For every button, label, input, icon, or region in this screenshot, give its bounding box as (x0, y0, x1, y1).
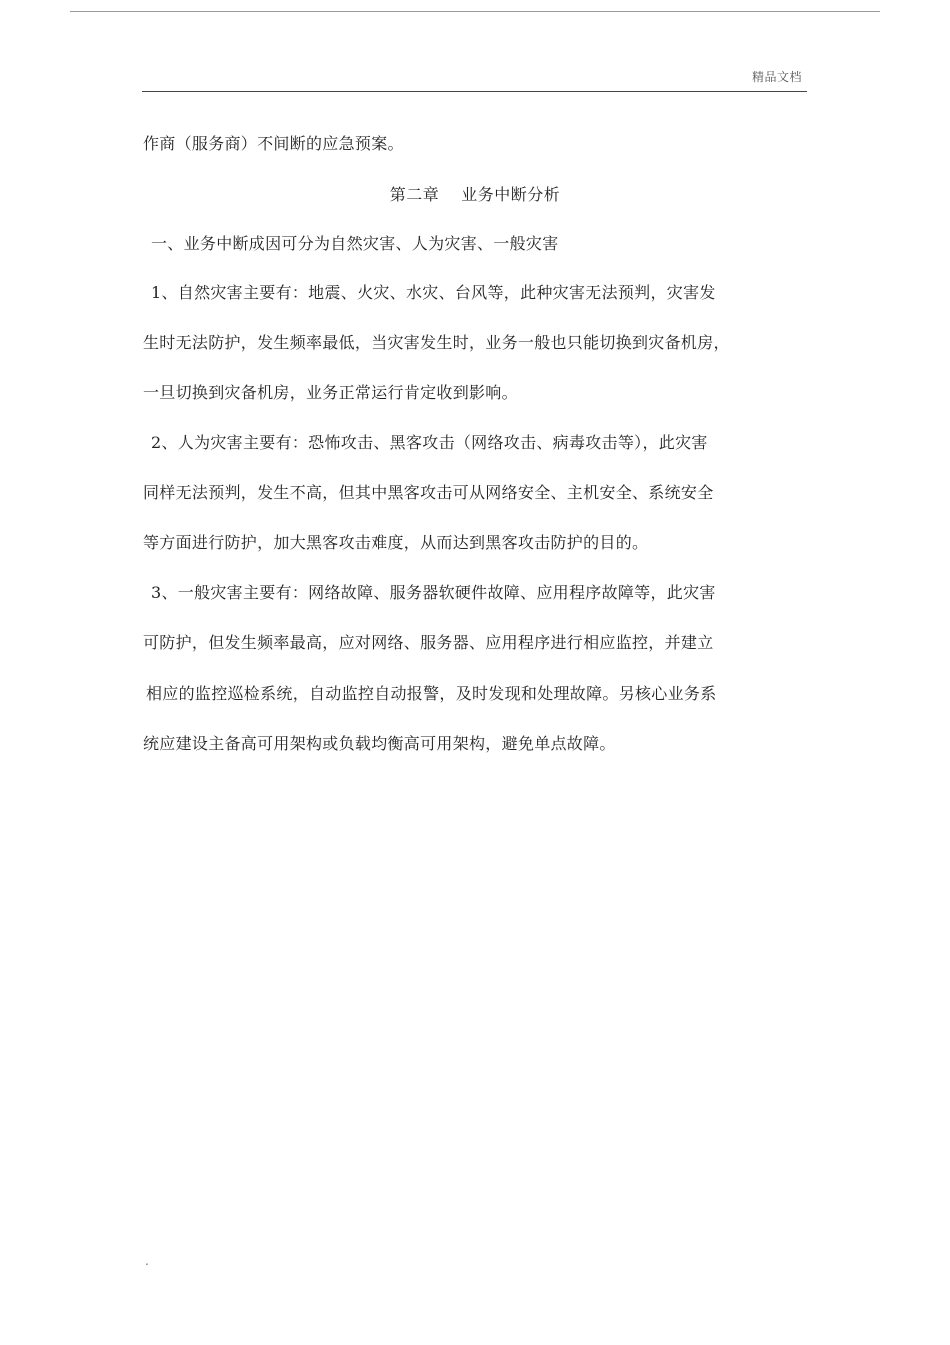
item1-line2: 生时无法防护，发生频率最低，当灾害发生时，业务一般也只能切换到灾备机房， (143, 333, 730, 352)
chapter-title: 第二章 业务中断分析 (389, 185, 561, 204)
continuation-text: 作商（服务商）不间断的应急预案。 (143, 134, 404, 153)
section-heading: 一、业务中断成因可分为自然灾害、人为灾害、一般灾害 (151, 234, 559, 253)
header-divider (142, 91, 807, 92)
item3-line1: 3、一般灾害主要有：网络故障、服务器软硬件故障、应用程序故障等，此灾害 (151, 583, 716, 602)
top-border-line (70, 11, 880, 12)
item2-line2: 同样无法预判，发生不高，但其中黑客攻击可从网络安全、主机安全、系统安全 (143, 483, 714, 502)
footer-mark: . (145, 1254, 149, 1268)
item3-line2: 可防护，但发生频率最高，应对网络、服务器、应用程序进行相应监控，并建立 (143, 633, 714, 652)
item3-line4: 统应建设主备高可用架构或负载均衡高可用架构，避免单点故障。 (143, 734, 616, 753)
item1-line3: 一旦切换到灾备机房，业务正常运行肯定收到影响。 (143, 383, 518, 402)
item3-line3: 相应的监控巡检系统，自动监控自动报警，及时发现和处理故障。另核心业务系 (146, 684, 717, 703)
item2-line3: 等方面进行防护，加大黑客攻击难度，从而达到黑客攻击防护的目的。 (143, 533, 649, 552)
item1-line1: 1、自然灾害主要有：地震、火灾、水灾、台风等，此种灾害无法预判，灾害发 (151, 283, 716, 302)
header-label: 精品文档 (751, 70, 802, 84)
item2-line1: 2、人为灾害主要有：恐怖攻击、黑客攻击（网络攻击、病毒攻击等），此灾害 (151, 433, 708, 452)
